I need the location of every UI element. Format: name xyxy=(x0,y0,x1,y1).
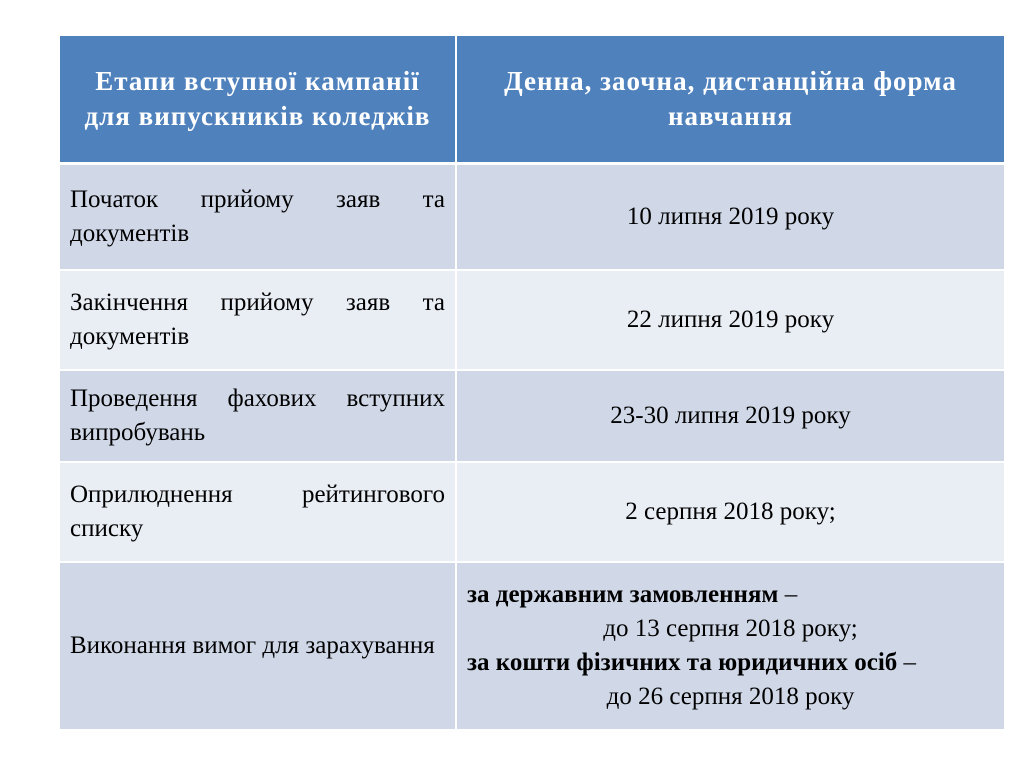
table-header-row xyxy=(60,36,1004,164)
header-study-form: Денна, заочна, дистанційна форма навчання xyxy=(456,36,1004,164)
stage-cell: Закінчення прийому заяв та документів xyxy=(60,270,456,370)
paid-order-line xyxy=(467,646,994,680)
table-row xyxy=(60,562,1004,730)
state-order-dash: – xyxy=(778,581,798,608)
table-row xyxy=(60,370,1004,462)
table-row xyxy=(60,164,1004,271)
admission-schedule-table xyxy=(60,36,1004,731)
date-cell: 10 липня 2019 року xyxy=(456,164,1004,271)
date-cell: 22 липня 2019 року xyxy=(456,270,1004,370)
state-order-deadline: до 13 серпня 2018 року; xyxy=(603,615,858,642)
paid-order-dash: – xyxy=(897,649,917,676)
stage-cell: Проведення фахових вступних випробувань xyxy=(60,370,456,462)
state-order-label: за державним замовленням xyxy=(467,581,779,608)
paid-order-deadline: до 26 серпня 2018 року xyxy=(606,683,855,710)
stage-cell: Оприлюднення рейтингового списку xyxy=(60,462,456,562)
date-cell: 23-30 липня 2019 року xyxy=(456,370,1004,462)
date-cell: 2 серпня 2018 року; xyxy=(456,462,1004,562)
stage-cell: Виконання вимог для зарахування xyxy=(60,562,456,730)
state-order-line xyxy=(467,578,994,612)
header-stage: Етапи вступної кампанії для випускників коледжів xyxy=(60,36,456,164)
paid-order-label: за кошти фізичних та юридичних осіб xyxy=(467,649,898,676)
table-row xyxy=(60,462,1004,562)
table-row xyxy=(60,270,1004,370)
enrollment-terms-cell xyxy=(456,562,1004,730)
stage-cell: Початок прийому заяв та документів xyxy=(60,164,456,271)
